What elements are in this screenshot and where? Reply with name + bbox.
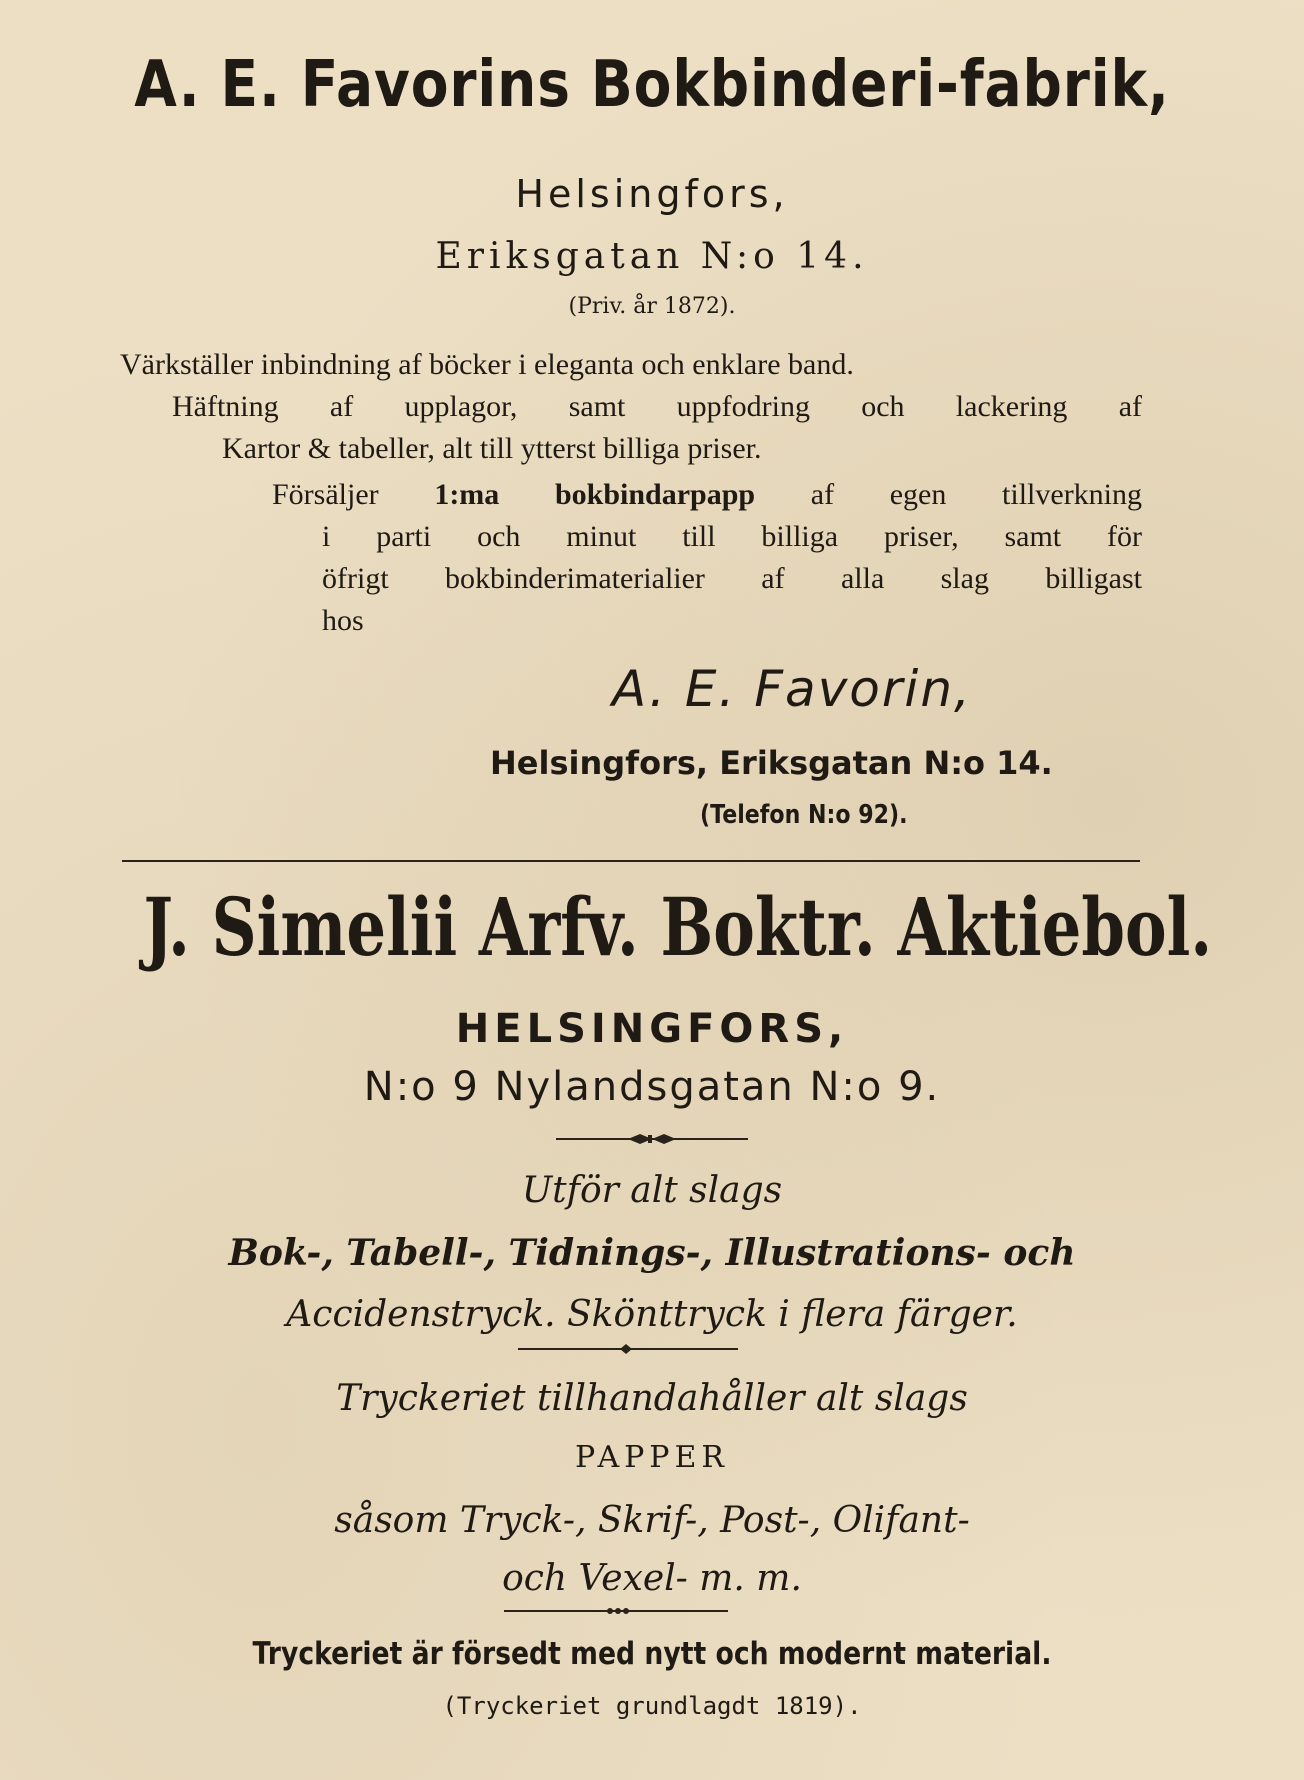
services-line: Accidenstryck. Skönttryck i flera färger. (286, 1294, 1018, 1335)
paper-types-line: och Vexel- m. m. (502, 1558, 802, 1599)
paragraph2-bold-product: 1:ma bokbindarpapp (434, 478, 756, 511)
footer-founded: (Tryckeriet grundlagdt 1819). (442, 1692, 862, 1720)
paragraph2-line: hos (322, 604, 364, 637)
paragraph1-line: Häftning af upplagor, samt uppfodring och lackering af (172, 390, 1142, 423)
services-line: Utför alt slags (521, 1170, 783, 1211)
favorin-privilege: (Priv. år 1872). (568, 294, 736, 319)
ornament-divider (0, 1132, 1304, 1146)
paragraph2-start: Försäljer (272, 478, 379, 511)
paragraph1-line: Värkställer inbindning af böcker i eleganta och enklare band. (120, 348, 854, 381)
paragraph2-end: af egen tillverkning (810, 478, 1143, 511)
papper-heading: PAPPER (575, 1440, 729, 1475)
paragraph1-line: Kartor & tabeller, alt till ytterst billiga priser. (222, 432, 762, 465)
services-line: Bok-, Tabell-, Tidnings-, Illustrations- och (228, 1232, 1076, 1274)
ornament-divider (0, 1604, 1304, 1618)
paper-types-line: såsom Tryck-, Skrif-, Post-, Olifant- (334, 1500, 970, 1541)
signature-address: Helsingfors, Eriksgatan N:o 14. (490, 744, 1053, 782)
signature-name: A. E. Favorin, (612, 660, 972, 718)
simelius-city: HELSINGFORS, (455, 1006, 849, 1052)
favorin-street: Eriksgatan N:o 14. (435, 236, 869, 277)
section-divider (122, 860, 1140, 862)
ornament-divider (0, 1342, 1304, 1356)
paper-offer-line: Tryckeriet tillhandahåller alt slags (336, 1378, 968, 1419)
simelius-title: J. Simelii Arfv. Boktr. Aktiebol. (143, 880, 1213, 974)
paragraph2-line: i parti och minut till billiga priser, samt för (322, 520, 1142, 553)
signature-phone: (Telefon N:o 92). (700, 800, 908, 830)
paragraph2-line: öfrigt bokbinderimaterialier af alla slag billigast (322, 562, 1142, 595)
footer-statement: Tryckeriet är försedt med nytt och modernt material. (252, 1636, 1052, 1672)
favorin-title: A. E. Favorins Bokbinderi-fabrik, (134, 48, 1170, 122)
simelius-street: N:o 9 Nylandsgatan N:o 9. (363, 1064, 941, 1110)
paragraph2-line (272, 478, 1142, 512)
favorin-city: Helsingfors, (515, 172, 789, 216)
